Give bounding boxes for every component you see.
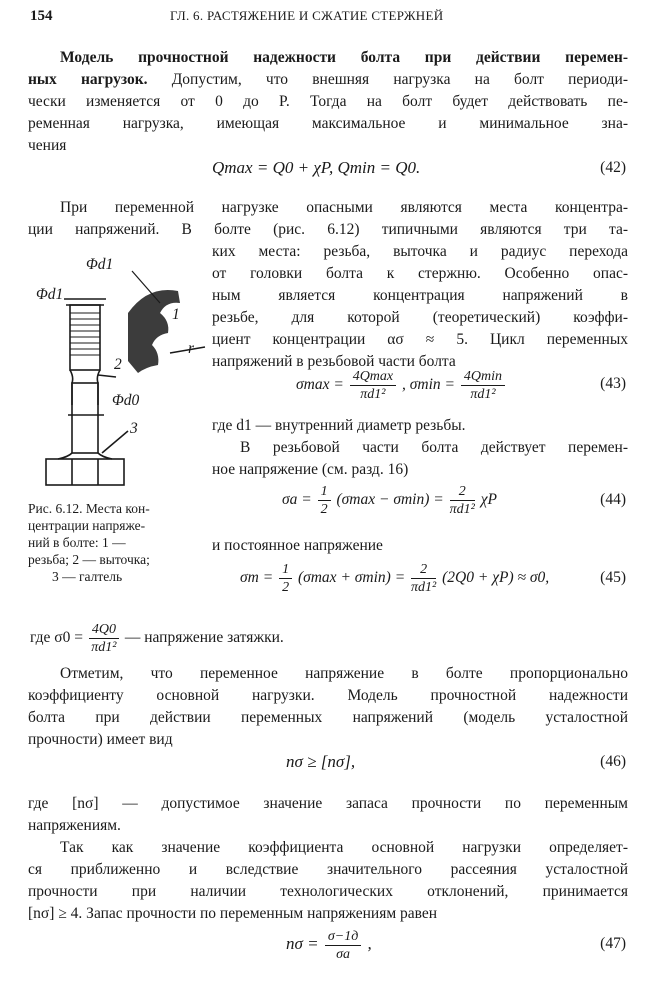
equation-47-number: (47) bbox=[600, 935, 626, 952]
para1-line2-rest: Допустим, что внешняя нагрузка на болт периоди- bbox=[171, 71, 628, 88]
para3-line2: ное напряжение (см. разд. 16) bbox=[212, 461, 409, 478]
eq43-frac1: $\frac{4Qmax}{\text{πd1²}}$ bbox=[350, 368, 396, 403]
eq44-half: $\frac{1}{2}$ bbox=[318, 483, 331, 518]
caption-line: ний в болте: 1 — bbox=[28, 535, 126, 550]
equation-47 bbox=[286, 924, 372, 964]
para6-line2: ся приближенно и вследствие значительного рассеяния усталостной bbox=[28, 861, 628, 878]
para4-line3: болта при действии переменных напряжений (модель усталостной bbox=[28, 709, 628, 726]
para5-line1: где [nσ] — допустимое значение запаса прочности по переменным bbox=[28, 795, 628, 812]
eq45-lhs: σm = bbox=[240, 569, 274, 586]
para6-line1: Так как значение коэффициента основной нагрузки определяет- bbox=[60, 839, 628, 856]
para2-line7: циент концентрации ασ ≈ 5. Цикл переменных bbox=[212, 331, 628, 348]
para1-line4: ременная нагрузка, имеющая максимальное и минимальное зна- bbox=[28, 115, 628, 132]
bolt-undercut bbox=[70, 370, 100, 405]
sigma0-frac: $\frac{4Q0}{\text{πd1²}}$ bbox=[89, 621, 119, 656]
eq47-frac: $\frac{\sigma-1д}{\sigma a}$ bbox=[325, 928, 361, 963]
eq45-half: $\frac{1}{2}$ bbox=[279, 561, 292, 596]
page-number: 154 bbox=[30, 8, 53, 24]
para2-line5: ным является концентрация напряжений в bbox=[212, 287, 628, 304]
equation-46-number: (46) bbox=[600, 753, 626, 770]
eq44-frac: $\frac{2}{\text{πd1²}}$ bbox=[449, 483, 475, 517]
para1-line2 bbox=[28, 70, 628, 90]
eq45-frac: $\frac{2}{\text{πd1²}}$ bbox=[411, 561, 437, 595]
caption-line: 3 — галтель bbox=[52, 569, 123, 584]
caption-line: резьба; 2 — выточка; bbox=[28, 552, 150, 567]
equation-43 bbox=[296, 367, 507, 403]
eq44-mid: (σmax − σmin) = bbox=[336, 491, 444, 508]
text-constant-stress: и постоянное напряжение bbox=[212, 537, 383, 554]
para2-line3: ких места: резьба, выточка и радиус перехода bbox=[212, 243, 628, 260]
eq43-lhs2: , σmin = bbox=[402, 376, 455, 393]
para3-line1: В резьбовой части болта действует перемен- bbox=[240, 439, 628, 456]
equation-46: nσ ≥ [nσ], bbox=[286, 752, 356, 771]
para2-line2: ции напряжений. В болте (рис. 6.12) типичными являются три та- bbox=[28, 221, 628, 238]
para4-line1: Отметим, что переменное напряжение в болте пропорционально bbox=[60, 665, 628, 682]
para2-line8: напряжений в резьбовой части болта bbox=[212, 353, 456, 370]
running-title: ГЛ. 6. РАСТЯЖЕНИЕ И СЖАТИЕ СТЕРЖНЕЙ bbox=[170, 8, 444, 23]
eq47-tail: , bbox=[367, 934, 372, 953]
bolt-shank bbox=[72, 383, 98, 453]
eq44-lhs: σa = bbox=[282, 491, 312, 508]
caption-line: центрации напряже- bbox=[28, 518, 146, 533]
eq43-lhs1: σmax = bbox=[296, 376, 344, 393]
para6-line3: прочности при наличии технологических отклонений, принимается bbox=[28, 883, 628, 900]
equation-45-number: (45) bbox=[600, 569, 626, 586]
label-r: r bbox=[188, 340, 195, 357]
para1-line1: Модель прочностной надежности болта при действии перемен- bbox=[60, 49, 628, 66]
equation-44-number: (44) bbox=[600, 491, 626, 508]
sigma0-pre: где σ0 = bbox=[30, 629, 83, 646]
equation-42: Qmax = Q0 + χP, Qmin = Q0. bbox=[212, 158, 421, 177]
label-3: 3 bbox=[130, 420, 138, 437]
sigma0-post: — напряжение затяжки. bbox=[124, 629, 284, 646]
label-d1-left: Φd1 bbox=[36, 286, 64, 303]
para4-line2: коэффициенту основной нагрузки. Модель прочностной надежности bbox=[28, 687, 628, 704]
para2-line1: При переменной нагрузке опасными являются места концентра- bbox=[60, 199, 628, 216]
para1-line3: чески изменяется от 0 до P. Тогда на болт будет действовать пе- bbox=[28, 93, 628, 110]
para1-line2-bold: ных нагрузок. bbox=[28, 71, 148, 88]
figure-caption bbox=[28, 500, 204, 585]
label-d0: Φd0 bbox=[112, 392, 140, 409]
para2-line4: от головки болта к стержню. Особенно опас- bbox=[212, 265, 628, 282]
para6-line4: [nσ] ≥ 4. Запас прочности по переменным напряжениям равен bbox=[28, 905, 438, 922]
equation-43-number: (43) bbox=[600, 375, 626, 392]
eq47-lhs: nσ = bbox=[286, 934, 319, 953]
bolt-head bbox=[46, 459, 124, 485]
para2-line6: резьбе, для которой (теоретический) коэффи- bbox=[212, 309, 628, 326]
eq44-tail: χP bbox=[480, 491, 497, 508]
equation-44 bbox=[282, 482, 497, 518]
para4-line4: прочности) имеет вид bbox=[28, 731, 173, 748]
label-2: 2 bbox=[114, 356, 122, 373]
label-1: 1 bbox=[172, 306, 180, 323]
equation-42-number: (42) bbox=[600, 159, 626, 176]
label-d1-top: Φd1 bbox=[86, 256, 114, 273]
para5-line2: напряжениям. bbox=[28, 817, 121, 834]
equation-45 bbox=[240, 560, 549, 596]
para1-line5: чения bbox=[28, 137, 67, 154]
caption-line: Рис. 6.12. Места кон- bbox=[28, 501, 150, 516]
sigma0-line bbox=[30, 620, 284, 656]
eq45-tail: (2Q0 + χP) ≈ σ0, bbox=[442, 569, 550, 586]
eq45-mid: (σmax + σmin) = bbox=[297, 569, 406, 586]
text-after-43: где d1 — внутренний диаметр резьбы. bbox=[212, 417, 466, 434]
eq43-frac2: $\frac{4Qmin}{\text{πd1²}}$ bbox=[461, 368, 505, 403]
thread-hatching bbox=[70, 313, 100, 355]
